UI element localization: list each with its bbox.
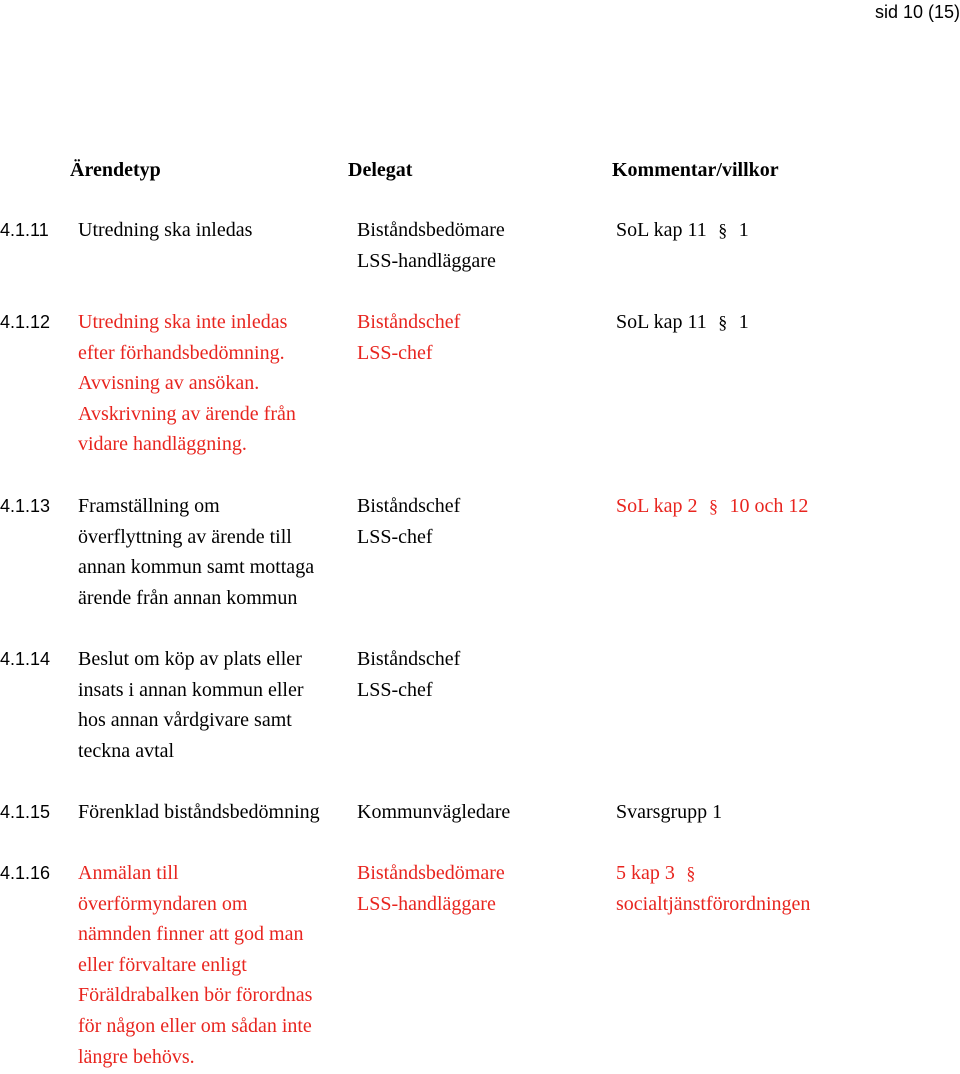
column-header-comment: Kommentar/villkor — [612, 159, 779, 181]
case-type-line: Förenklad biståndsbedömning — [78, 801, 320, 823]
comment-section: 10 och 12 — [729, 495, 809, 517]
page-number: sid 10 (15) — [874, 2, 960, 22]
delegate-line: Kommunvägledare — [357, 801, 511, 823]
section-sign: § — [708, 496, 718, 516]
case-type-line: hos annan vårdgivare samt — [78, 709, 292, 732]
case-type-cell — [78, 215, 348, 246]
case-type-line: Avskrivning av ärende från — [78, 402, 296, 425]
case-type-line: för någon eller om sådan inte — [78, 1014, 312, 1037]
delegate-line: LSS-chef — [357, 341, 433, 364]
case-type-cell — [78, 491, 348, 613]
case-type-line: Framställning om — [78, 495, 220, 517]
case-type-line: annan kommun samt mottaga — [78, 556, 315, 579]
delegate-cell — [357, 797, 607, 828]
case-type-cell — [78, 644, 348, 766]
delegate-line: Biståndschef — [357, 311, 461, 333]
delegate-line: Biståndschef — [357, 495, 461, 517]
delegate-cell — [357, 307, 607, 368]
comment-line — [616, 307, 956, 338]
case-type-line: Utredning ska inte inledas — [78, 311, 288, 333]
column-header-delegate: Delegat — [348, 159, 413, 181]
case-type-line: Beslut om köp av plats eller — [78, 648, 302, 670]
delegate-cell — [357, 491, 607, 552]
delegate-cell — [357, 215, 607, 276]
row-number: 4.1.15 — [0, 802, 51, 822]
case-type-line: Föräldrabalken bör förordnas — [78, 984, 313, 1007]
row-number: 4.1.12 — [0, 312, 51, 332]
comment-line — [616, 858, 956, 889]
comment-cell — [616, 491, 956, 522]
case-type-line: vidare handläggning. — [78, 433, 247, 456]
case-type-line: överförmyndaren om — [78, 892, 248, 915]
row-number: 4.1.14 — [0, 649, 51, 669]
comment-line — [616, 215, 956, 246]
section-sign: § — [718, 312, 728, 332]
comment-cell — [616, 797, 956, 828]
delegate-line: Biståndsbedömare — [357, 862, 505, 884]
case-type-line: Anmälan till — [78, 862, 179, 884]
delegate-cell — [357, 858, 607, 919]
comment-line: socialtjänstförordningen — [616, 892, 811, 915]
delegate-line: LSS-chef — [357, 525, 433, 548]
comment-chapter: SoL kap 11 — [616, 311, 707, 333]
delegate-line: LSS-chef — [357, 678, 433, 701]
comment-cell — [616, 215, 956, 246]
case-type-cell — [78, 307, 348, 460]
case-type-line: överflyttning av ärende till — [78, 525, 292, 548]
case-type-line: teckna avtal — [78, 739, 175, 762]
comment-cell — [616, 858, 956, 919]
comment-chapter: 5 kap 3 — [616, 862, 675, 884]
case-type-line: nämnden finner att god man — [78, 923, 304, 946]
comment-cell — [616, 307, 956, 338]
delegate-line: LSS-handläggare — [357, 249, 496, 272]
delegate-line: LSS-handläggare — [357, 892, 496, 915]
row-number: 4.1.11 — [0, 220, 49, 240]
case-type-line: efter förhandsbedömning. — [78, 341, 285, 364]
case-type-line: längre behövs. — [78, 1045, 195, 1068]
case-type-line: ärende från annan kommun — [78, 586, 298, 609]
section-sign: § — [686, 863, 696, 883]
case-type-cell — [78, 858, 348, 1072]
comment-chapter: SoL kap 2 — [616, 495, 698, 517]
row-number: 4.1.16 — [0, 863, 51, 883]
case-type-line: insats i annan kommun eller — [78, 678, 304, 701]
comment-line — [616, 491, 956, 522]
case-type-line: Utredning ska inledas — [78, 219, 253, 241]
delegate-line: Biståndsbedömare — [357, 219, 505, 241]
comment-section: 1 — [738, 219, 749, 241]
column-header-type: Ärendetyp — [70, 159, 161, 181]
case-type-line: eller förvaltare enligt — [78, 953, 247, 976]
comment-section: 1 — [738, 311, 749, 333]
delegate-line: Biståndschef — [357, 648, 461, 670]
section-sign: § — [718, 220, 728, 240]
row-number: 4.1.13 — [0, 496, 51, 516]
case-type-line: Avvisning av ansökan. — [78, 372, 260, 395]
delegate-cell — [357, 644, 607, 705]
case-type-cell — [78, 797, 348, 828]
comment-chapter: SoL kap 11 — [616, 219, 707, 241]
comment-line: Svarsgrupp 1 — [616, 801, 723, 823]
